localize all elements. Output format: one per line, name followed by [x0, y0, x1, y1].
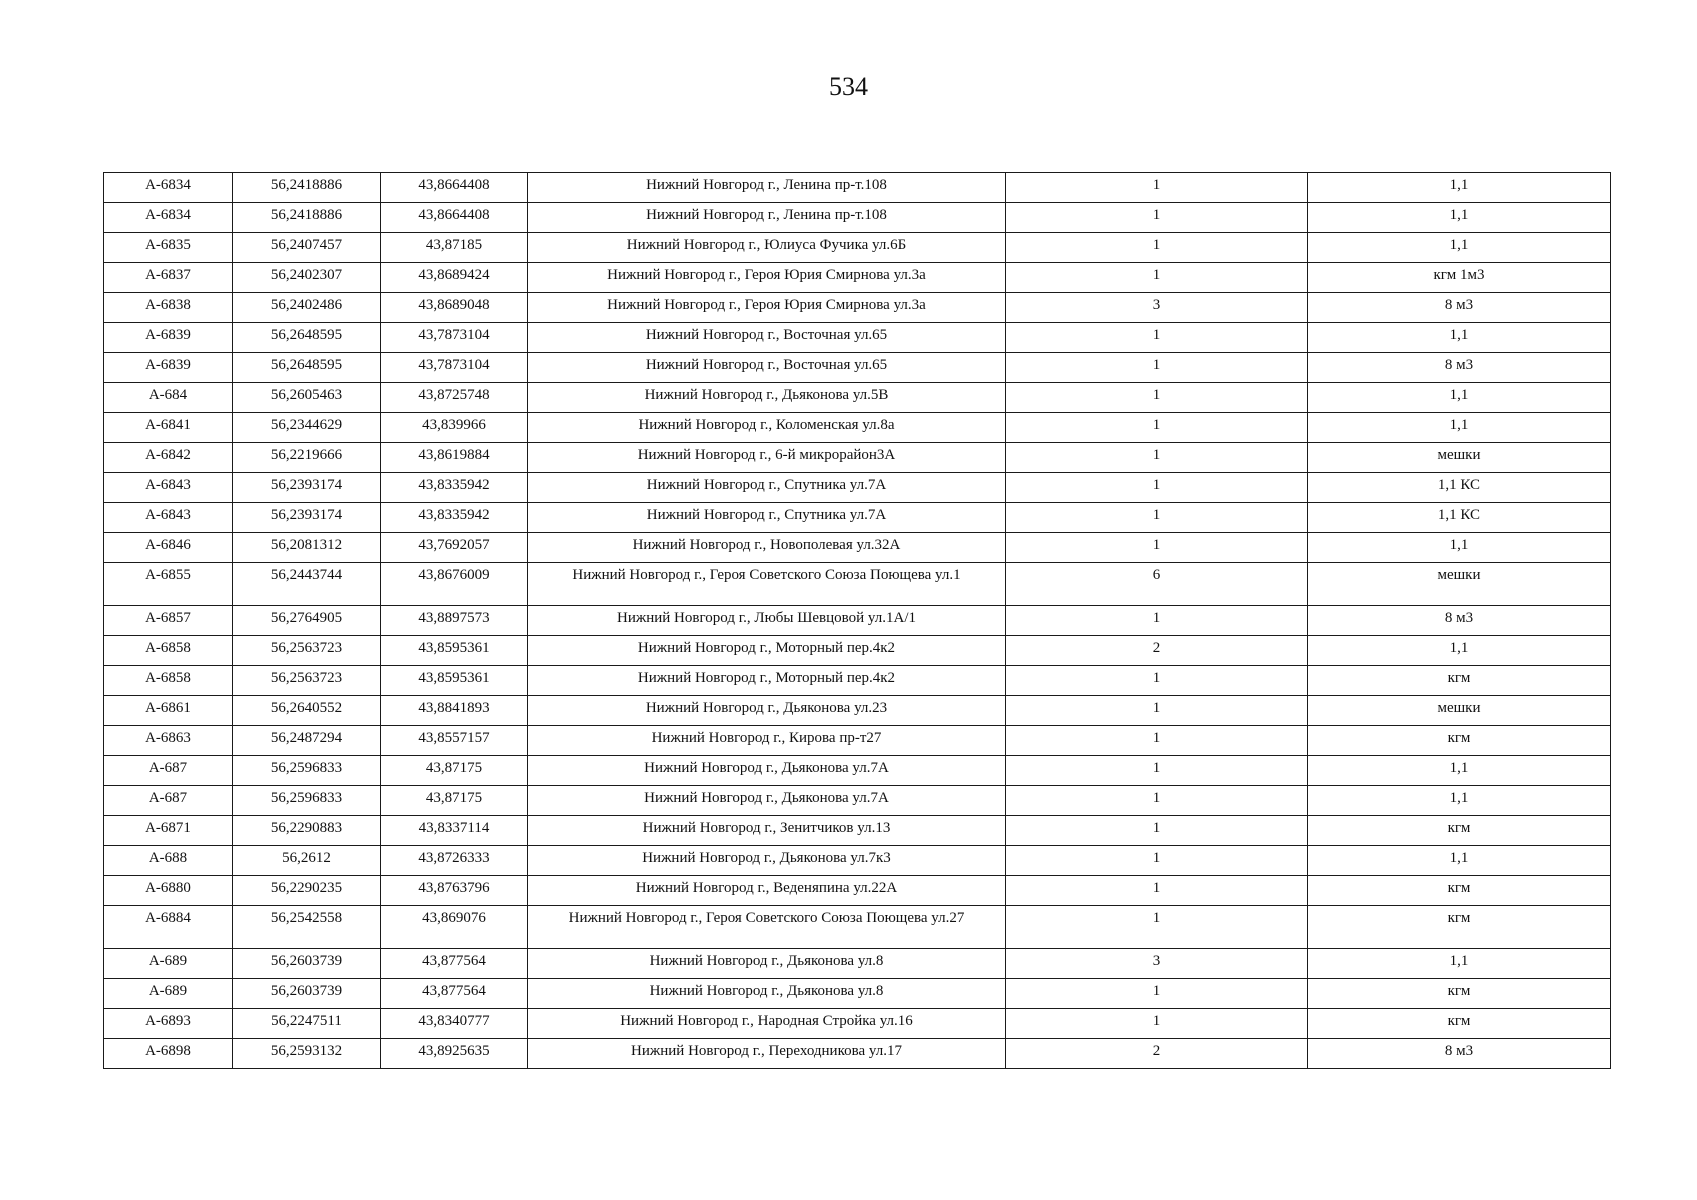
longitude-cell: 43,877564	[381, 979, 528, 1009]
table-row	[104, 383, 1611, 413]
longitude-cell: 43,8689424	[381, 263, 528, 293]
container-type-cell: мешки	[1308, 696, 1611, 726]
registry-table-body	[104, 173, 1611, 1069]
address-cell: Нижний Новгород г., Дьяконова ул.7А	[528, 756, 1006, 786]
address-cell: Нижний Новгород г., Моторный пер.4к2	[528, 636, 1006, 666]
count-cell: 1	[1006, 1009, 1308, 1039]
longitude-cell: 43,7692057	[381, 533, 528, 563]
table-row	[104, 636, 1611, 666]
address-cell: Нижний Новгород г., Героя Советского Союза Поющева ул.1	[528, 563, 1006, 606]
latitude-cell: 56,2563723	[233, 666, 381, 696]
latitude-cell: 56,2081312	[233, 533, 381, 563]
table-row	[104, 756, 1611, 786]
longitude-cell: 43,8841893	[381, 696, 528, 726]
latitude-cell: 56,2290883	[233, 816, 381, 846]
registry-table	[103, 172, 1611, 1069]
container-type-cell: 1,1	[1308, 949, 1611, 979]
count-cell: 1	[1006, 263, 1308, 293]
container-id-cell: А-6871	[104, 816, 233, 846]
container-type-cell: 8 м3	[1308, 353, 1611, 383]
latitude-cell: 56,2612	[233, 846, 381, 876]
container-id-cell: А-6837	[104, 263, 233, 293]
page-number: 534	[829, 72, 868, 101]
latitude-cell: 56,2542558	[233, 906, 381, 949]
address-cell: Нижний Новгород г., Коломенская ул.8а	[528, 413, 1006, 443]
count-cell: 1	[1006, 876, 1308, 906]
longitude-cell: 43,869076	[381, 906, 528, 949]
table-row	[104, 533, 1611, 563]
container-type-cell: мешки	[1308, 563, 1611, 606]
container-id-cell: А-6843	[104, 503, 233, 533]
longitude-cell: 43,7873104	[381, 353, 528, 383]
container-id-cell: А-6846	[104, 533, 233, 563]
container-id-cell: А-6863	[104, 726, 233, 756]
longitude-cell: 43,87185	[381, 233, 528, 263]
count-cell: 1	[1006, 816, 1308, 846]
table-row	[104, 906, 1611, 949]
container-id-cell: А-6858	[104, 636, 233, 666]
address-cell: Нижний Новгород г., Героя Советского Союза Поющева ул.27	[528, 906, 1006, 949]
longitude-cell: 43,8619884	[381, 443, 528, 473]
count-cell: 1	[1006, 606, 1308, 636]
longitude-cell: 43,7873104	[381, 323, 528, 353]
count-cell: 1	[1006, 443, 1308, 473]
table-row	[104, 473, 1611, 503]
table-row	[104, 353, 1611, 383]
longitude-cell: 43,87175	[381, 756, 528, 786]
table-row	[104, 666, 1611, 696]
count-cell: 6	[1006, 563, 1308, 606]
count-cell: 1	[1006, 323, 1308, 353]
latitude-cell: 56,2487294	[233, 726, 381, 756]
container-id-cell: А-6880	[104, 876, 233, 906]
container-id-cell: А-6861	[104, 696, 233, 726]
address-cell: Нижний Новгород г., Дьяконова ул.23	[528, 696, 1006, 726]
address-cell: Нижний Новгород г., Дьяконова ул.5В	[528, 383, 1006, 413]
container-type-cell: 1,1 КС	[1308, 503, 1611, 533]
table-row	[104, 786, 1611, 816]
longitude-cell: 43,8340777	[381, 1009, 528, 1039]
latitude-cell: 56,2418886	[233, 173, 381, 203]
container-id-cell: А-6843	[104, 473, 233, 503]
container-type-cell: 1,1	[1308, 203, 1611, 233]
count-cell: 1	[1006, 696, 1308, 726]
count-cell: 1	[1006, 756, 1308, 786]
table-row	[104, 323, 1611, 353]
address-cell: Нижний Новгород г., Любы Шевцовой ул.1А/1	[528, 606, 1006, 636]
table-row	[104, 563, 1611, 606]
latitude-cell: 56,2596833	[233, 756, 381, 786]
container-type-cell: 1,1	[1308, 636, 1611, 666]
count-cell: 1	[1006, 979, 1308, 1009]
container-id-cell: А-6893	[104, 1009, 233, 1039]
container-id-cell: А-6855	[104, 563, 233, 606]
longitude-cell: 43,877564	[381, 949, 528, 979]
container-type-cell: 1,1	[1308, 383, 1611, 413]
count-cell: 1	[1006, 533, 1308, 563]
container-type-cell: кгм 1м3	[1308, 263, 1611, 293]
table-row	[104, 293, 1611, 323]
latitude-cell: 56,2407457	[233, 233, 381, 263]
address-cell: Нижний Новгород г., Переходникова ул.17	[528, 1039, 1006, 1069]
table-row	[104, 413, 1611, 443]
address-cell: Нижний Новгород г., Дьяконова ул.7А	[528, 786, 1006, 816]
latitude-cell: 56,2402486	[233, 293, 381, 323]
longitude-cell: 43,8664408	[381, 173, 528, 203]
container-id-cell: А-6834	[104, 203, 233, 233]
container-id-cell: А-689	[104, 979, 233, 1009]
table-row	[104, 443, 1611, 473]
container-id-cell: А-6858	[104, 666, 233, 696]
count-cell: 2	[1006, 1039, 1308, 1069]
container-id-cell: А-6835	[104, 233, 233, 263]
latitude-cell: 56,2648595	[233, 353, 381, 383]
address-cell: Нижний Новгород г., Героя Юрия Смирнова ул.3а	[528, 263, 1006, 293]
address-cell: Нижний Новгород г., Дьяконова ул.8	[528, 949, 1006, 979]
count-cell: 2	[1006, 636, 1308, 666]
latitude-cell: 56,2596833	[233, 786, 381, 816]
longitude-cell: 43,8595361	[381, 666, 528, 696]
table-row	[104, 816, 1611, 846]
container-type-cell: мешки	[1308, 443, 1611, 473]
address-cell: Нижний Новгород г., Моторный пер.4к2	[528, 666, 1006, 696]
address-cell: Нижний Новгород г., Народная Стройка ул.16	[528, 1009, 1006, 1039]
table-row	[104, 263, 1611, 293]
container-type-cell: 1,1	[1308, 846, 1611, 876]
table-row	[104, 876, 1611, 906]
longitude-cell: 43,839966	[381, 413, 528, 443]
container-type-cell: 8 м3	[1308, 606, 1611, 636]
longitude-cell: 43,8725748	[381, 383, 528, 413]
latitude-cell: 56,2640552	[233, 696, 381, 726]
count-cell: 1	[1006, 203, 1308, 233]
table-row	[104, 203, 1611, 233]
latitude-cell: 56,2764905	[233, 606, 381, 636]
container-type-cell: 1,1	[1308, 323, 1611, 353]
address-cell: Нижний Новгород г., Веденяпина ул.22А	[528, 876, 1006, 906]
container-id-cell: А-6839	[104, 353, 233, 383]
longitude-cell: 43,87175	[381, 786, 528, 816]
count-cell: 1	[1006, 906, 1308, 949]
container-type-cell: 1,1 КС	[1308, 473, 1611, 503]
container-id-cell: А-684	[104, 383, 233, 413]
container-type-cell: кгм	[1308, 906, 1611, 949]
container-type-cell: кгм	[1308, 666, 1611, 696]
count-cell: 1	[1006, 726, 1308, 756]
address-cell: Нижний Новгород г., Новополевая ул.32А	[528, 533, 1006, 563]
latitude-cell: 56,2247511	[233, 1009, 381, 1039]
table-row	[104, 1009, 1611, 1039]
latitude-cell: 56,2418886	[233, 203, 381, 233]
table-row	[104, 846, 1611, 876]
container-type-cell: 1,1	[1308, 413, 1611, 443]
longitude-cell: 43,8689048	[381, 293, 528, 323]
container-type-cell: кгм	[1308, 876, 1611, 906]
longitude-cell: 43,8557157	[381, 726, 528, 756]
container-type-cell: кгм	[1308, 816, 1611, 846]
address-cell: Нижний Новгород г., Дьяконова ул.7к3	[528, 846, 1006, 876]
latitude-cell: 56,2563723	[233, 636, 381, 666]
container-id-cell: А-6857	[104, 606, 233, 636]
count-cell: 3	[1006, 949, 1308, 979]
table-row	[104, 173, 1611, 203]
container-type-cell: 1,1	[1308, 756, 1611, 786]
count-cell: 3	[1006, 293, 1308, 323]
container-id-cell: А-6884	[104, 906, 233, 949]
count-cell: 1	[1006, 233, 1308, 263]
longitude-cell: 43,8897573	[381, 606, 528, 636]
count-cell: 1	[1006, 353, 1308, 383]
count-cell: 1	[1006, 666, 1308, 696]
longitude-cell: 43,8664408	[381, 203, 528, 233]
latitude-cell: 56,2605463	[233, 383, 381, 413]
container-id-cell: А-6841	[104, 413, 233, 443]
address-cell: Нижний Новгород г., Спутника ул.7А	[528, 473, 1006, 503]
container-type-cell: 8 м3	[1308, 1039, 1611, 1069]
container-id-cell: А-687	[104, 756, 233, 786]
table-row	[104, 726, 1611, 756]
longitude-cell: 43,8335942	[381, 473, 528, 503]
longitude-cell: 43,8925635	[381, 1039, 528, 1069]
longitude-cell: 43,8335942	[381, 503, 528, 533]
container-id-cell: А-6834	[104, 173, 233, 203]
latitude-cell: 56,2593132	[233, 1039, 381, 1069]
longitude-cell: 43,8337114	[381, 816, 528, 846]
latitude-cell: 56,2393174	[233, 473, 381, 503]
container-id-cell: А-689	[104, 949, 233, 979]
table-row	[104, 606, 1611, 636]
address-cell: Нижний Новгород г., Дьяконова ул.8	[528, 979, 1006, 1009]
container-type-cell: кгм	[1308, 726, 1611, 756]
count-cell: 1	[1006, 413, 1308, 443]
count-cell: 1	[1006, 473, 1308, 503]
table-row	[104, 979, 1611, 1009]
count-cell: 1	[1006, 786, 1308, 816]
latitude-cell: 56,2219666	[233, 443, 381, 473]
container-type-cell: 1,1	[1308, 533, 1611, 563]
longitude-cell: 43,8676009	[381, 563, 528, 606]
table-row	[104, 503, 1611, 533]
container-id-cell: А-6842	[104, 443, 233, 473]
address-cell: Нижний Новгород г., Ленина пр-т.108	[528, 173, 1006, 203]
address-cell: Нижний Новгород г., Спутника ул.7А	[528, 503, 1006, 533]
table-row	[104, 949, 1611, 979]
address-cell: Нижний Новгород г., 6-й микрорайон3А	[528, 443, 1006, 473]
container-type-cell: 8 м3	[1308, 293, 1611, 323]
container-type-cell: кгм	[1308, 1009, 1611, 1039]
address-cell: Нижний Новгород г., Юлиуса Фучика ул.6Б	[528, 233, 1006, 263]
table-row	[104, 233, 1611, 263]
latitude-cell: 56,2603739	[233, 949, 381, 979]
address-cell: Нижний Новгород г., Зенитчиков ул.13	[528, 816, 1006, 846]
latitude-cell: 56,2648595	[233, 323, 381, 353]
count-cell: 1	[1006, 383, 1308, 413]
latitude-cell: 56,2443744	[233, 563, 381, 606]
container-id-cell: А-6898	[104, 1039, 233, 1069]
latitude-cell: 56,2393174	[233, 503, 381, 533]
container-type-cell: 1,1	[1308, 786, 1611, 816]
address-cell: Нижний Новгород г., Ленина пр-т.108	[528, 203, 1006, 233]
address-cell: Нижний Новгород г., Восточная ул.65	[528, 353, 1006, 383]
container-type-cell: 1,1	[1308, 173, 1611, 203]
container-id-cell: А-6838	[104, 293, 233, 323]
longitude-cell: 43,8763796	[381, 876, 528, 906]
count-cell: 1	[1006, 846, 1308, 876]
address-cell: Нижний Новгород г., Восточная ул.65	[528, 323, 1006, 353]
address-cell: Нижний Новгород г., Героя Юрия Смирнова ул.3а	[528, 293, 1006, 323]
table-row	[104, 1039, 1611, 1069]
count-cell: 1	[1006, 173, 1308, 203]
latitude-cell: 56,2603739	[233, 979, 381, 1009]
longitude-cell: 43,8726333	[381, 846, 528, 876]
longitude-cell: 43,8595361	[381, 636, 528, 666]
container-id-cell: А-688	[104, 846, 233, 876]
latitude-cell: 56,2290235	[233, 876, 381, 906]
count-cell: 1	[1006, 503, 1308, 533]
container-type-cell: кгм	[1308, 979, 1611, 1009]
latitude-cell: 56,2344629	[233, 413, 381, 443]
table-row	[104, 696, 1611, 726]
container-type-cell: 1,1	[1308, 233, 1611, 263]
container-id-cell: А-6839	[104, 323, 233, 353]
container-id-cell: А-687	[104, 786, 233, 816]
latitude-cell: 56,2402307	[233, 263, 381, 293]
address-cell: Нижний Новгород г., Кирова пр-т27	[528, 726, 1006, 756]
